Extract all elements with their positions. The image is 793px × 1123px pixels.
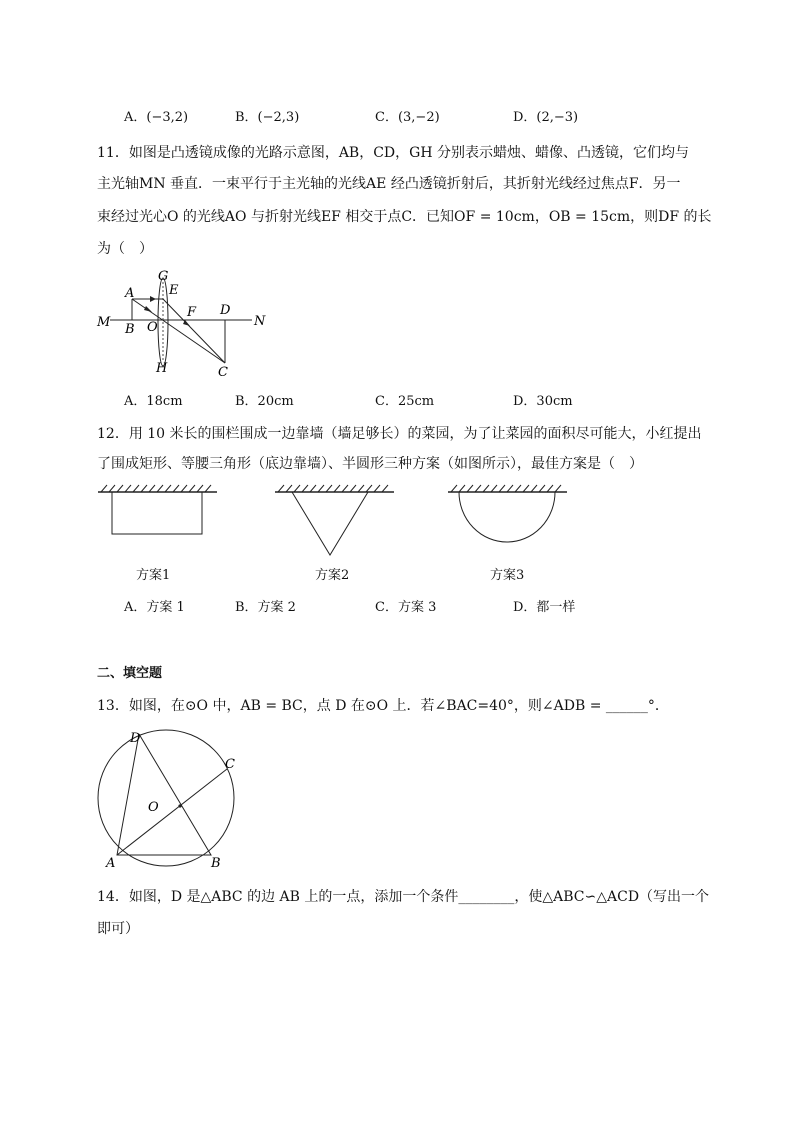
q12-option-b: B．方案 2 — [235, 600, 296, 615]
q13-circle-diagram — [92, 724, 242, 870]
q10-option-b: B．(−2,3) — [235, 110, 300, 125]
q11-option-d: D．30cm — [513, 394, 573, 409]
q14-line-1: 14．如图，D 是△ABC 的边 AB 上的一点，添加一个条件________，使△ABC∽△ACD（写出一个 — [97, 889, 710, 905]
q14-line-2: 即可） — [97, 921, 139, 937]
q12-plan3-semicircle — [445, 482, 570, 552]
q12-option-c: C．方案 3 — [375, 600, 437, 615]
q11-lens-diagram — [92, 266, 277, 378]
q12-caption-2: 方案2 — [315, 568, 350, 583]
q11-label-c: C — [218, 365, 228, 378]
q11-label-g: G — [158, 269, 169, 284]
q10-option-d: D．(2,−3) — [513, 110, 579, 125]
q11-label-b: B — [125, 322, 135, 337]
q11-label-m: M — [97, 315, 111, 330]
q13-label-c: C — [225, 757, 235, 772]
q12-option-d: D．都一样 — [513, 600, 576, 615]
q13-label-b: B — [211, 856, 221, 870]
q11-line-4: 为（ ） — [97, 241, 153, 257]
q13-label-a: A — [106, 856, 116, 870]
q10-option-a: A．(−3,2) — [124, 110, 189, 125]
q11-label-n: N — [254, 314, 266, 329]
q11-line-2: 主光轴MN 垂直．一束平行于主光轴的光线AE 经凸透镜折射后，其折射光线经过焦点F．另一 — [97, 176, 681, 192]
q12-caption-1: 方案1 — [136, 568, 171, 583]
q13-label-o: O — [148, 800, 159, 815]
q11-label-a: A — [125, 286, 135, 301]
q11-line-3: 束经过光心O 的光线AO 与折射光线EF 相交于点C．已知OF = 10cm，OB = 15cm，则DF 的长 — [97, 209, 712, 225]
q11-label-f: F — [187, 305, 197, 320]
q12-line-2: 了围成矩形、等腰三角形（底边靠墙）、半圆形三种方案（如图所示），最佳方案是（ ） — [97, 456, 643, 472]
q12-plan1-rectangle — [95, 482, 220, 542]
q11-label-d: D — [220, 303, 231, 318]
q13-line: 13．如图，在⊙O 中，AB = BC，点 D 在⊙O 上．若∠BAC=40°，则∠ADB = ______°． — [97, 698, 669, 714]
q10-option-c: C．(3,−2) — [375, 110, 440, 125]
q11-line-1: 11．如图是凸透镜成像的光路示意图，AB，CD，GH 分别表示蜡烛、蜡像、凸透镜，它们均与 — [97, 145, 689, 161]
q11-label-e: E — [169, 283, 179, 298]
q11-label-o: O — [147, 320, 158, 335]
q11-option-b: B．20cm — [235, 394, 294, 409]
q11-label-h: H — [156, 361, 168, 376]
section-heading: 二、填空题 — [97, 666, 163, 681]
q13-label-d: D — [130, 731, 141, 746]
q12-plan2-triangle — [272, 482, 397, 562]
q12-line-1: 12．用 10 米长的围栏围成一边靠墙（墙足够长）的菜园，为了让菜园的面积尽可能大，小红提出 — [97, 426, 702, 442]
q12-caption-3: 方案3 — [490, 568, 525, 583]
q12-option-a: A．方案 1 — [124, 600, 185, 615]
q11-option-a: A．18cm — [124, 394, 183, 409]
q11-option-c: C．25cm — [375, 394, 435, 409]
